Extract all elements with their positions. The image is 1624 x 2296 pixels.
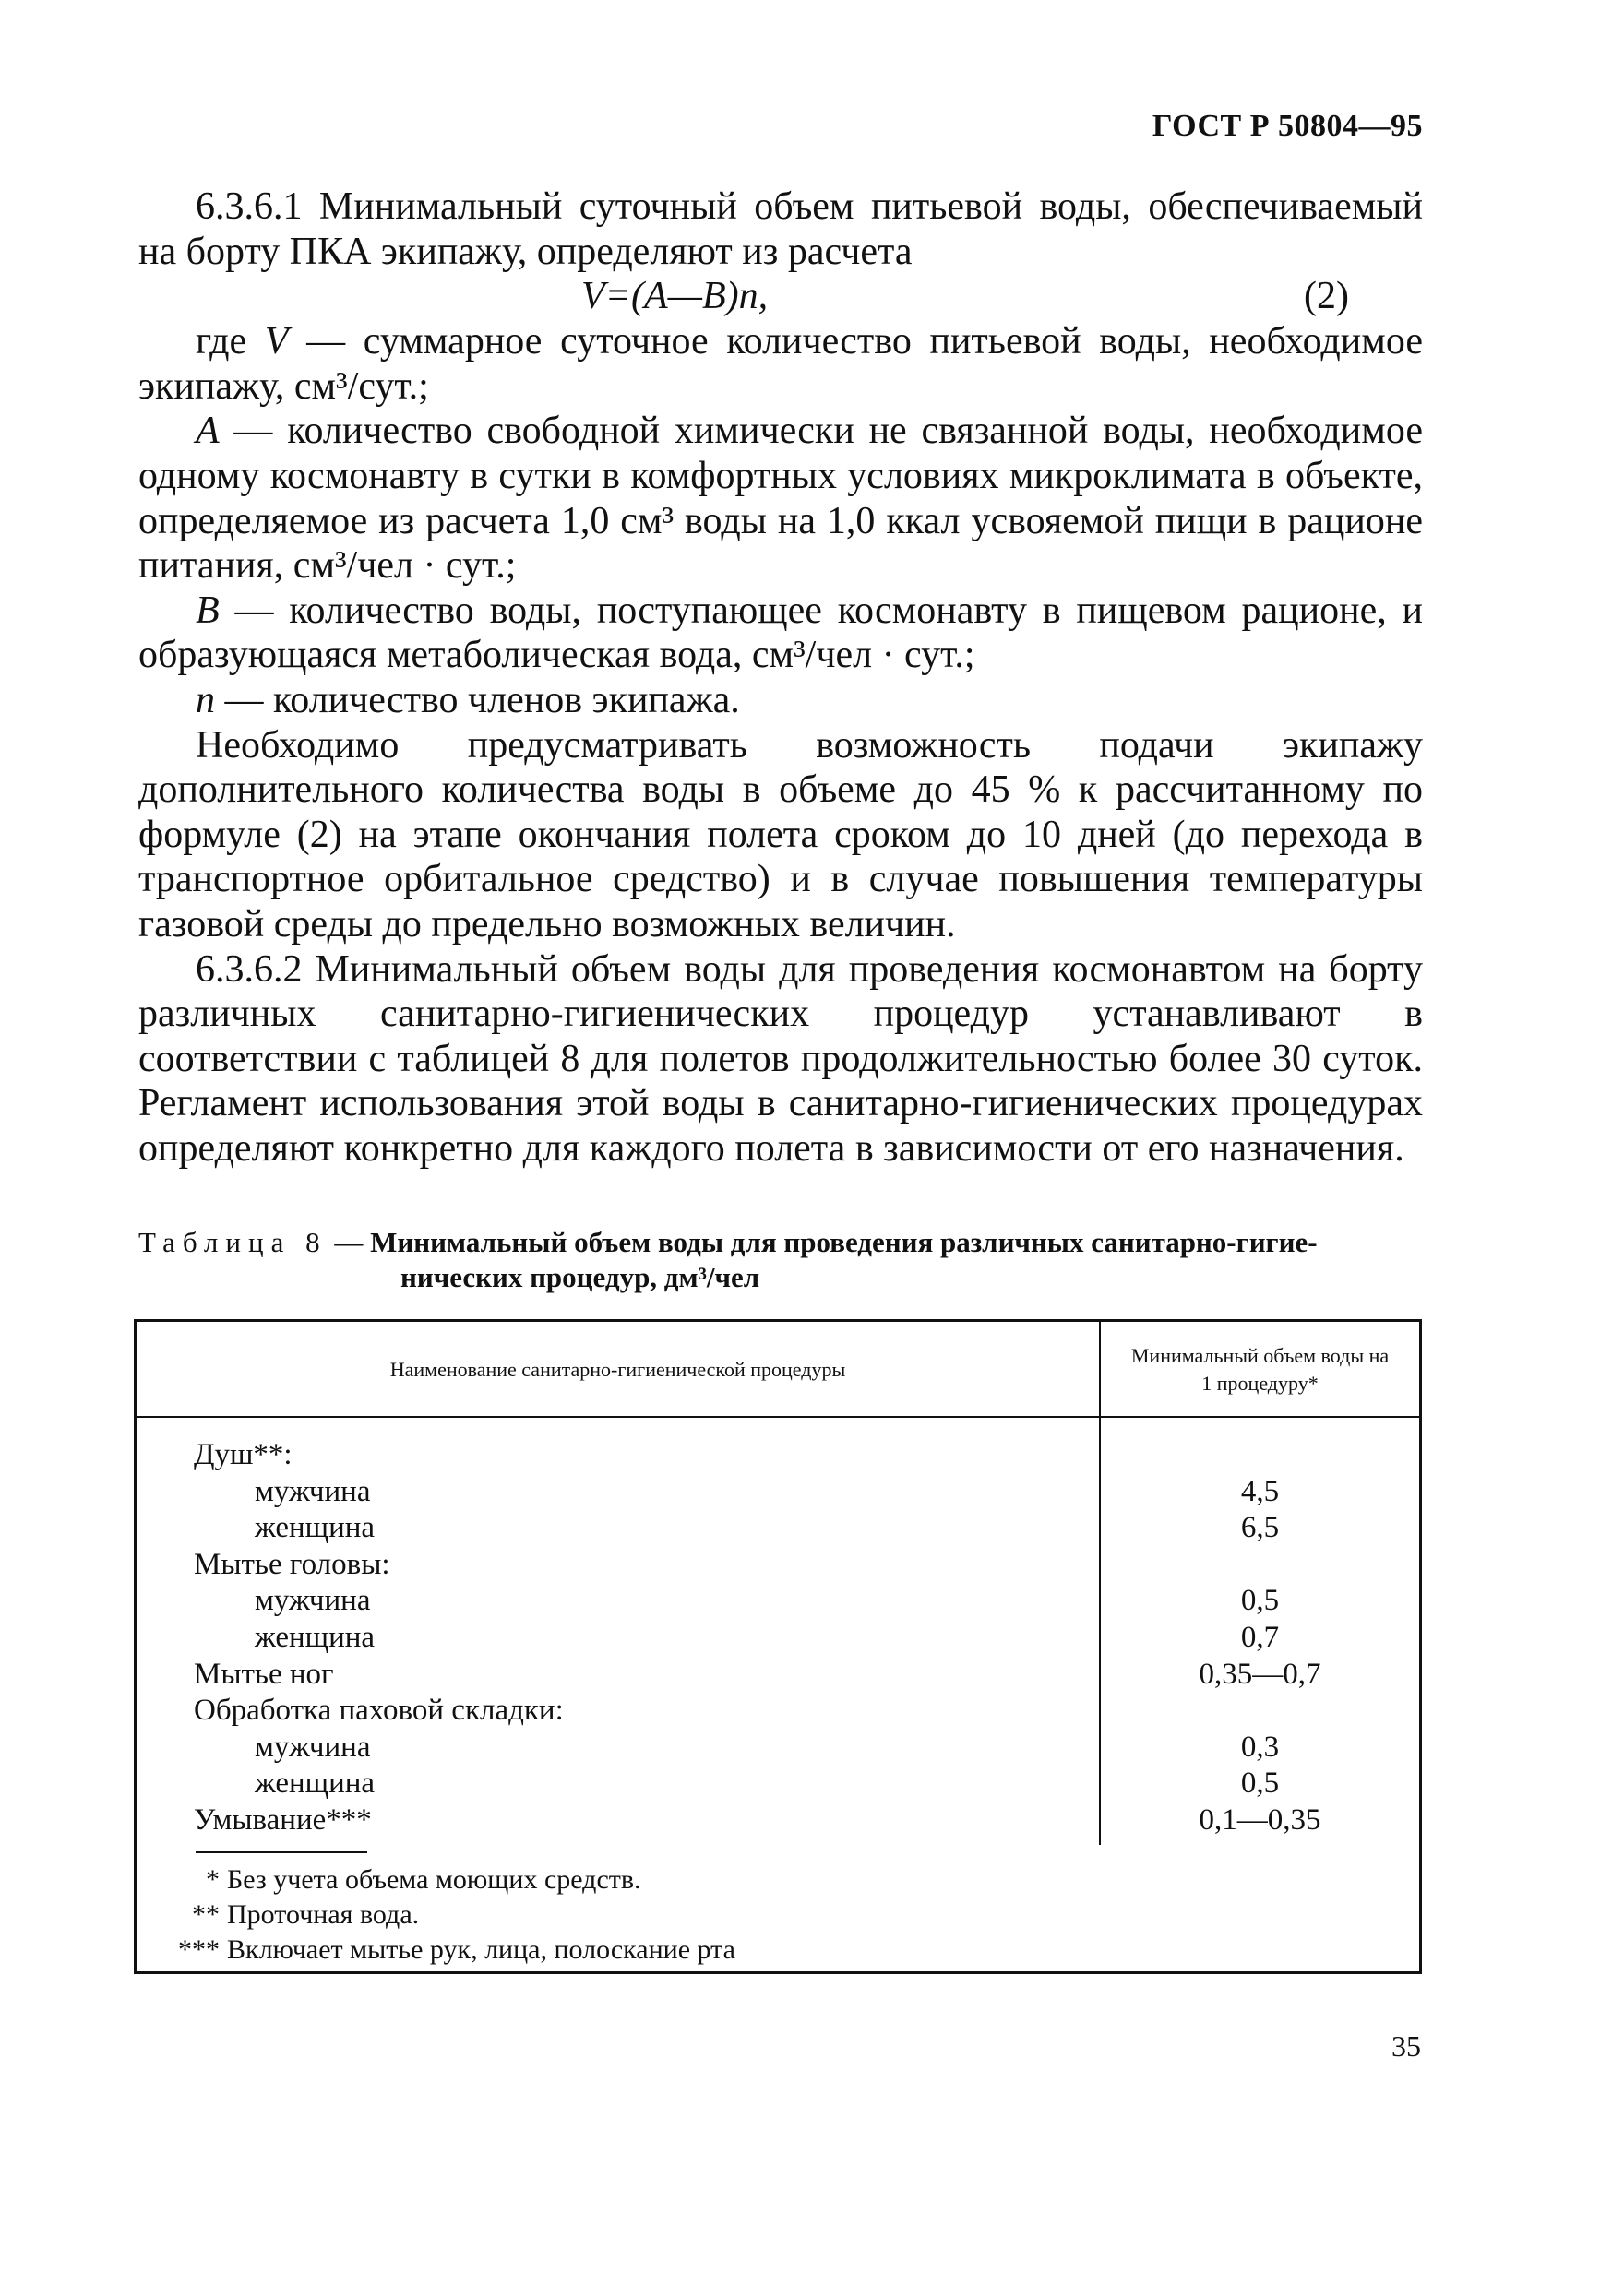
footnote (157, 1862, 735, 1897)
definition-a-text: — количество свободной химически не связанной воды, необходимое одному космонавту в сутки в комфортных условиях микроклимата в объекте, определяемое из расчета 1,0 см³ воды на 1,0 ккал усвояемой пищи в рационе питания, см³/чел · сут.; (138, 410, 1423, 588)
procedure-name: женщина (255, 1620, 376, 1654)
procedure-volume: 6,5 (1240, 1511, 1280, 1545)
procedure-name: мужчина (255, 1584, 371, 1618)
paragraph-6-3-6-1: 6.3.6.1 Минимальный суточный объем питьевой воды, обеспечиваемый на борту ПКА экипажу, определяют из расчета (138, 185, 1423, 273)
footnote-text: Без учета объема моющих средств. (227, 1864, 641, 1895)
table-footnotes (157, 1862, 735, 1968)
procedure-volume: 4,5 (1240, 1474, 1280, 1508)
procedure-name: мужчина (255, 1730, 371, 1764)
procedure-name: Обработка паховой складки: (194, 1694, 564, 1728)
table-row (137, 1731, 1419, 1767)
footnote-text: Включает мытье рук, лица, полоскание рта (227, 1934, 735, 1965)
definition-a (138, 409, 1423, 588)
footnote-mark: *** (178, 1934, 220, 1965)
footnote-text: Проточная вода. (227, 1899, 420, 1930)
definition-b-text: — количество воды, поступающее космонавту в пищевом рационе, и образующаяся метаболическая вода, см³/чел · сут.; (138, 589, 1423, 677)
table-row (137, 1511, 1419, 1548)
procedure-name: женщина (255, 1767, 376, 1801)
formula-line (138, 274, 1423, 319)
procedure-volume: 0,1—0,35 (1199, 1802, 1321, 1837)
definition-v (138, 319, 1423, 409)
water-volume-table (134, 1319, 1422, 1974)
table-row (137, 1548, 1419, 1585)
table-row (137, 1694, 1419, 1731)
procedure-name: Душ**: (194, 1438, 293, 1471)
table-row (137, 1767, 1419, 1803)
table-row (137, 1658, 1419, 1695)
variable-a: A (196, 410, 220, 453)
variable-b: B (196, 589, 220, 632)
page-number: 35 (1391, 2029, 1421, 2063)
procedure-name: мужчина (255, 1474, 371, 1508)
definition-v-text: — суммарное суточное количество питьевой воды, необходимое экипажу, см³/сут.; (138, 320, 1423, 408)
table-row (137, 1438, 1419, 1475)
column-header-volume (1101, 1322, 1419, 1418)
footnote-mark: ** (192, 1899, 220, 1930)
table-row (137, 1621, 1419, 1658)
table-row (137, 1475, 1419, 1512)
footnote (157, 1933, 735, 1968)
procedure-name: женщина (255, 1511, 376, 1545)
footnote-rule (196, 1851, 367, 1853)
document-code-header: ГОСТ Р 50804—95 (1152, 109, 1423, 143)
paragraph-additional-water: Необходимо предусматривать возможность подачи экипажу дополнительного количества воды в объеме до 45 % к рассчитанному по формуле (2) на этапе окончания полета сроком до 10 дней (до перехода в транспортное орбитальное средство) и в случае повышения температуры газовой среды до предельно возможных величин. (138, 723, 1423, 946)
column-header-procedure: Наименование санитарно-гигиенической процедуры (389, 1358, 846, 1381)
definition-b (138, 589, 1423, 678)
definition-n-text: — количество членов экипажа. (215, 678, 740, 721)
table-caption-label: Таблица 8 (138, 1226, 328, 1258)
procedure-name: Мытье головы: (194, 1547, 390, 1581)
procedure-volume: 0,7 (1240, 1620, 1280, 1654)
footnote (157, 1897, 735, 1933)
definition-n (138, 678, 1423, 723)
procedure-volume: 0,3 (1240, 1730, 1280, 1764)
table-caption-title: Минимальный объем воды для проведения различных санитарно-гигие- (370, 1226, 1318, 1258)
table-row (137, 1584, 1419, 1621)
variable-v: V (264, 320, 289, 363)
table-body (137, 1438, 1419, 1840)
variable-n: n (196, 678, 215, 721)
table-caption-dash: — (327, 1226, 371, 1258)
paragraph-6-3-6-2: 6.3.6.2 Минимальный объем воды для проведения космонавтом на борту различных санитарно-гигиенических процедур устанавливают в соответствии с таблицей 8 для полетов продолжительностью более 30 суток. Регламент использования этой воды в санитарно-гигиенических процедурах определяют конкретно для каждого полета в зависимости от его назначения. (138, 947, 1423, 1170)
footnote-mark: * (206, 1864, 220, 1895)
table-caption (138, 1225, 1430, 1295)
procedure-name: Умывание*** (194, 1802, 372, 1837)
procedure-volume: 0,5 (1240, 1584, 1280, 1618)
table-header-row (137, 1322, 1419, 1418)
definition-v-prefix: где (196, 320, 265, 363)
column-header-volume-text: Минимальный объем воды на 1 процедуру* (1130, 1344, 1390, 1395)
table-caption-line1 (138, 1225, 1430, 1260)
formula: V=(A—B)n, (581, 275, 769, 318)
table-caption-line2: нических процедур, дм³/чел (400, 1261, 760, 1293)
procedure-name: Мытье ног (194, 1657, 334, 1691)
formula-number: (2) (1304, 275, 1349, 318)
procedure-volume: 0,5 (1240, 1767, 1280, 1801)
table-row (137, 1803, 1419, 1840)
procedure-volume: 0,35—0,7 (1199, 1657, 1321, 1691)
body-text (138, 184, 1423, 1171)
